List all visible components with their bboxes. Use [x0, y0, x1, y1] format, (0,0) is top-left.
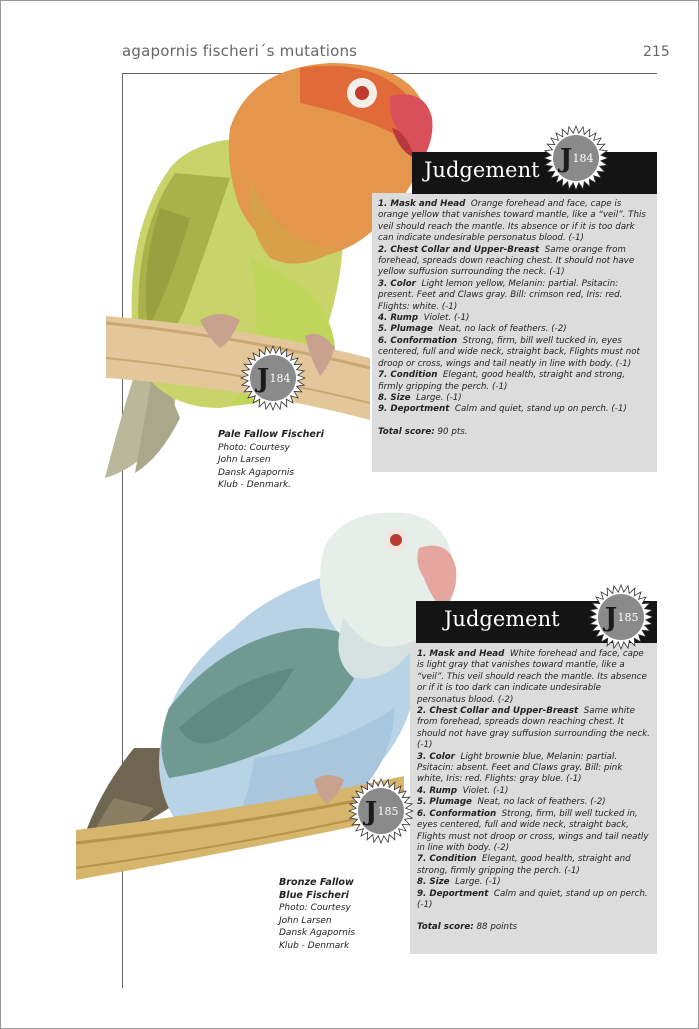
- criterion-item: 8. Size Large. (-1): [417, 877, 501, 888]
- criterion-item: 3. Color Light lemon yellow, Melanin: partial. Psitacin: present. Feet and Claws gray. Bill: crimson red, Iris: red. Flights: white. (-1): [378, 278, 623, 312]
- svg-text:J: J: [559, 144, 573, 174]
- judgement-title: Judgement: [424, 158, 540, 182]
- criterion-item: 2. Chest Collar and Upper-Breast Same white from forehead, spreads down reaching chest. It should not have gray suffusion surrounding the neck. (-1): [417, 706, 650, 751]
- svg-text:J: J: [604, 603, 618, 633]
- criterion-item: 9. Deportment Calm and quiet, stand up on perch. (-1): [417, 888, 648, 910]
- judgement-criteria-top: [378, 199, 651, 438]
- running-header: agapornis fischeri´s mutations: [122, 42, 358, 60]
- criterion-item: 4. Rump Violet. (-1): [417, 785, 509, 796]
- criterion-item: 1. Mask and Head White forehead and face, cape is light gray that vanishes toward mantle, like a “veil”. This veil should reach the mantle. Its absence or if it is too dark can indicate undesirable personatus blood. (-2): [417, 649, 647, 705]
- judgement-heading-top: [412, 152, 657, 194]
- judge-badge-185-icon: [348, 778, 414, 844]
- judge-badge-184-icon: [543, 125, 609, 191]
- caption-bird-name: Blue Fischeri: [279, 889, 349, 901]
- judge-badge-184-icon: [240, 345, 306, 411]
- criterion-item: 1. Mask and Head Orange forehead and face, cape is orange yellow that vanishes toward mantle, like a “veil”. This veil should reach the mantle. Its absence or if it is too dark can indicate undesirable personatus blood. (-1): [378, 199, 646, 244]
- criterion-item: 5. Plumage Neat, no lack of feathers. (-2): [378, 324, 567, 335]
- total-score: Total score: 88 points: [417, 922, 517, 933]
- svg-text:J: J: [256, 364, 270, 394]
- svg-text:185: 185: [377, 805, 399, 818]
- photo-caption-bottom: Bronze Fallow Blue Fischeri Photo: Courtesy John Larsen Dansk Agapornis Klub - Denmark: [279, 877, 356, 951]
- criterion-item: 9. Deportment Calm and quiet, stand up on perch. (-1): [378, 404, 627, 415]
- total-score: Total score: 90 pts.: [378, 426, 468, 437]
- judgement-criteria-bottom: [417, 649, 651, 934]
- judge-badge-185-icon: [588, 584, 654, 650]
- criterion-item: 6. Conformation Strong, firm, bill well tucked in, eyes centered, full and wide neck, straight back, Flights must not droop or cross, wings and tail neatly in line with body. (-2): [417, 808, 649, 853]
- svg-text:J: J: [364, 797, 378, 827]
- photo-caption-top: Pale Fallow Fischeri Photo: Courtesy John Larsen Dansk Agapornis Klub - Denmark.: [218, 429, 324, 490]
- criterion-item: 4. Rump Violet. (-1): [378, 313, 470, 324]
- criterion-item: 7. Condition Elegant, good health, straight and strong, firmly gripping the perch. (-1): [378, 370, 626, 392]
- caption-bird-name: Pale Fallow Fischeri: [218, 429, 324, 440]
- page-number: 215: [643, 44, 670, 60]
- criterion-item: 7. Condition Elegant, good health, straight and strong, firmly gripping the perch. (-1): [417, 854, 631, 876]
- criterion-item: 8. Size Large. (-1): [378, 392, 462, 403]
- svg-text:185: 185: [617, 611, 639, 624]
- caption-bird-name: Bronze Fallow: [279, 877, 354, 888]
- judgement-title: Judgement: [444, 607, 560, 631]
- criterion-item: 6. Conformation Strong, firm, bill well tucked in, eyes centered, full and wide neck, straight back, Flights must not droop or cross, wings and tail neatly in line with body. (-1): [378, 335, 640, 369]
- svg-text:184: 184: [572, 152, 594, 165]
- criterion-item: 3. Color Light brownie blue, Melanin: partial. Psitacin: absent. Feet and Claws gray. Bill: pink white, Iris: red. Flights: gray blue. (-1): [417, 751, 623, 785]
- criterion-item: 2. Chest Collar and Upper-Breast Same orange from forehead, spreads down reaching chest. It should not have yellow suffusion surrounding the neck. (-1): [378, 244, 635, 278]
- criterion-item: 5. Plumage Neat, no lack of feathers. (-2): [417, 797, 606, 808]
- svg-text:184: 184: [269, 372, 291, 385]
